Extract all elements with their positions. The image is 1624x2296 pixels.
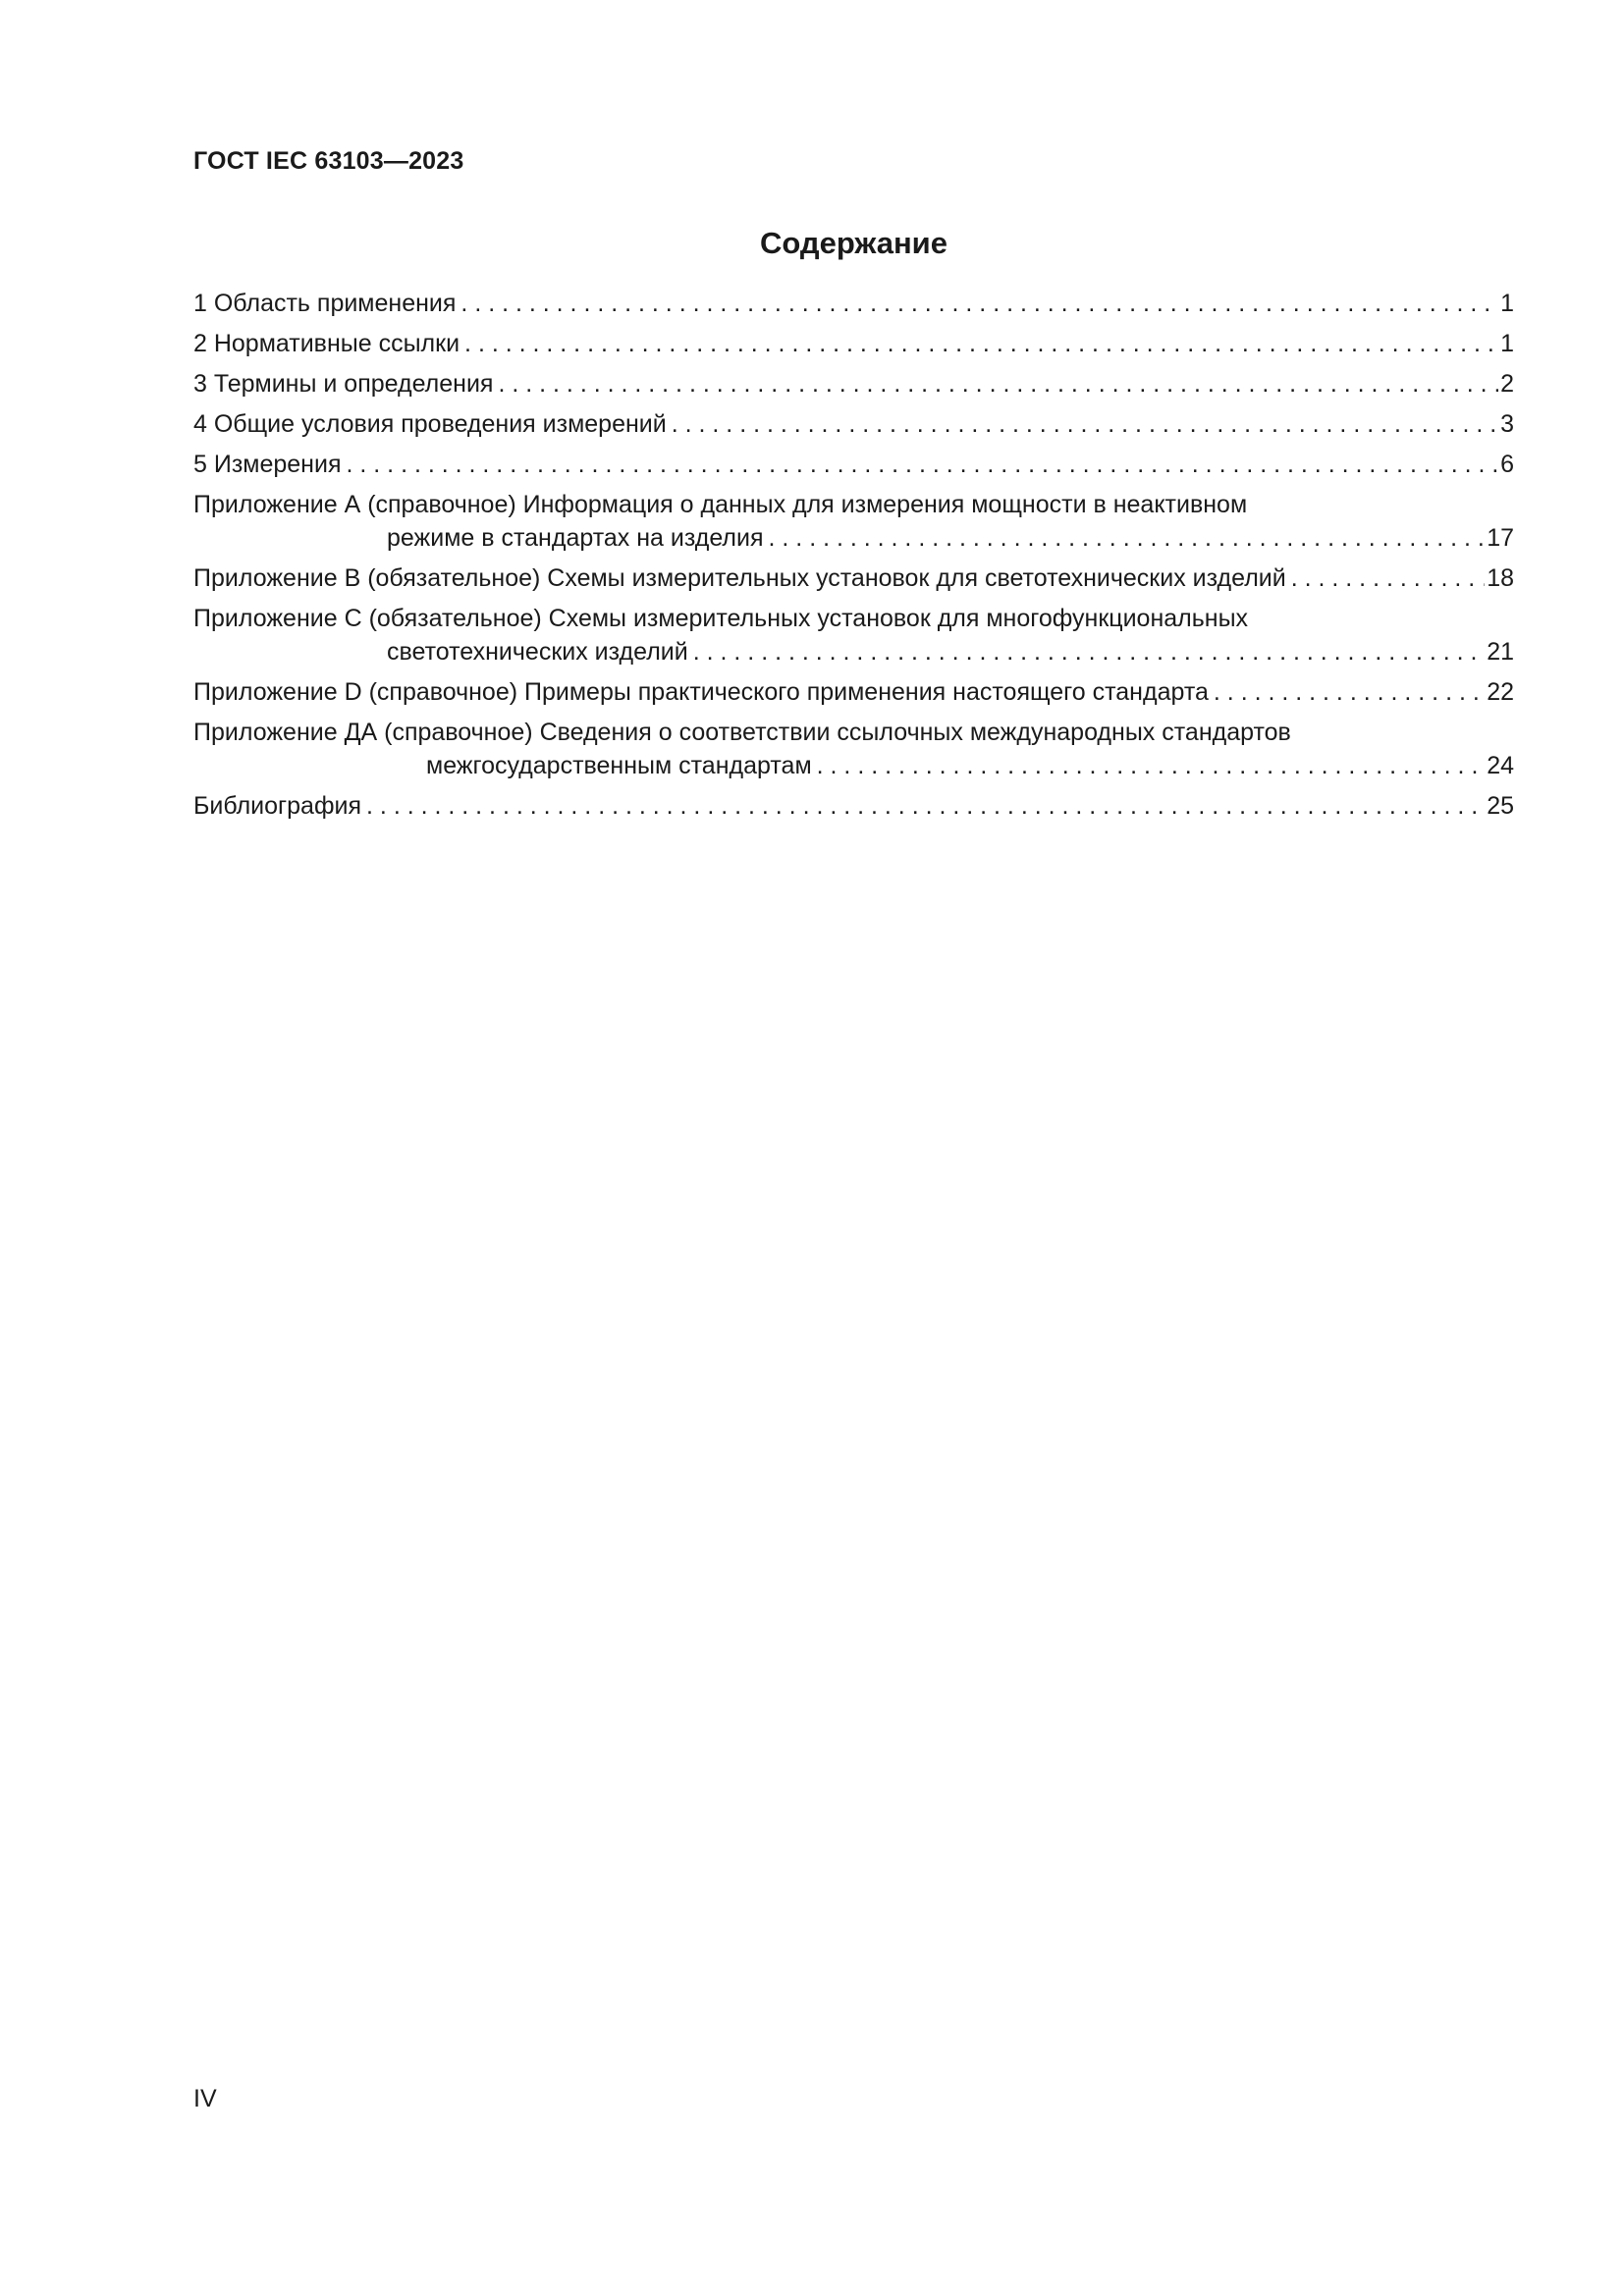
toc-page-number: 17 (1487, 524, 1514, 552)
toc-entry-text: Приложение С (обязательное) Схемы измерительных установок для многофункциональных (193, 605, 1249, 632)
toc-entry-annex-da[interactable] (193, 716, 1514, 782)
toc-entry-text: 4 Общие условия проведения измерений (193, 410, 667, 438)
toc-entry-annex-c[interactable] (193, 602, 1514, 668)
toc-leader-dots (1209, 675, 1485, 709)
toc-page-number: 24 (1487, 752, 1514, 779)
toc-leader-dots (456, 287, 1498, 320)
toc-title: Содержание (760, 226, 947, 260)
toc-entry-text: Приложение А (справочное) Информация о данных для измерения мощности в неактивном (193, 491, 1248, 518)
toc-entry-annex-d[interactable] (193, 675, 1514, 709)
toc-page-number: 1 (1500, 290, 1514, 317)
toc-leader-dots (688, 635, 1485, 668)
toc-leader-dots (812, 749, 1486, 782)
toc-entry-annex-a[interactable] (193, 488, 1514, 555)
toc-page-number: 18 (1487, 564, 1514, 592)
toc-entry-measurements[interactable] (193, 448, 1514, 481)
toc-entry-text: Приложение D (справочное) Примеры практического применения настоящего стандарта (193, 678, 1209, 706)
table-of-contents (193, 287, 1514, 829)
toc-entry-text-continued: межгосударственным стандартам (426, 752, 812, 779)
toc-leader-dots (667, 407, 1498, 441)
toc-page-number: 1 (1500, 330, 1514, 357)
toc-entry-bibliography[interactable] (193, 789, 1514, 823)
toc-leader-dots (361, 789, 1485, 823)
toc-entry-text: 5 Измерения (193, 451, 342, 478)
toc-page-number: 22 (1487, 678, 1514, 706)
toc-entry-text: 1 Область применения (193, 290, 457, 317)
toc-leader-dots (460, 327, 1498, 360)
toc-leader-dots (1286, 561, 1485, 595)
page-number: IV (193, 2085, 217, 2112)
toc-entry-text: Библиография (193, 792, 362, 820)
toc-entry-text-continued: режиме в стандартах на изделия (387, 524, 764, 552)
toc-entry-annex-b[interactable] (193, 561, 1514, 595)
toc-entry-normative-references[interactable] (193, 327, 1514, 360)
toc-page-number: 21 (1487, 638, 1514, 666)
toc-leader-dots (342, 448, 1499, 481)
toc-page-number: 25 (1487, 792, 1514, 820)
toc-page-number: 2 (1500, 370, 1514, 398)
toc-entry-text: Приложение В (обязательное) Схемы измерительных установок для светотехнических изделий (193, 564, 1286, 592)
toc-entry-terms-definitions[interactable] (193, 367, 1514, 400)
toc-entry-general-conditions[interactable] (193, 407, 1514, 441)
toc-entry-text: Приложение ДА (справочное) Сведения о соответствии ссылочных международных стандартов (193, 719, 1291, 746)
toc-entry-scope[interactable] (193, 287, 1514, 320)
toc-page-number: 6 (1500, 451, 1514, 478)
toc-entry-text: 3 Термины и определения (193, 370, 494, 398)
toc-entry-text-continued: светотехнических изделий (387, 638, 688, 666)
toc-leader-dots (764, 521, 1486, 555)
toc-entry-text: 2 Нормативные ссылки (193, 330, 460, 357)
document-id-header: ГОСТ IEC 63103—2023 (193, 147, 464, 175)
toc-page-number: 3 (1500, 410, 1514, 438)
toc-leader-dots (493, 367, 1498, 400)
